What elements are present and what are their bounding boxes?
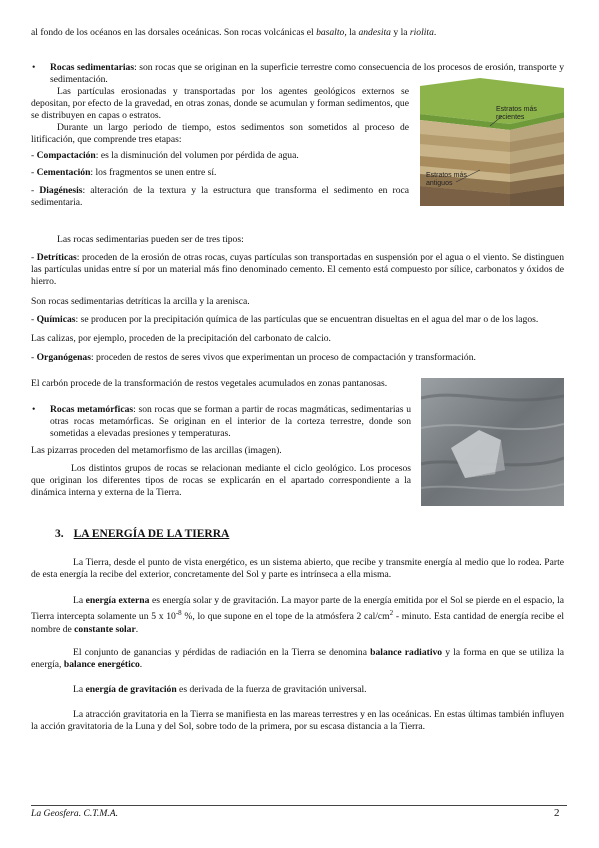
stage-cementacion: - Cementación: los fragmentos se unen entre sí. <box>31 167 217 178</box>
page-number: 2 <box>554 807 560 819</box>
energia-p1: La Tierra, desde el punto de vista energético, es un sistema abierto, que recibe y transmite energía al medio que lo rodea. Parte de esta energía la recibe del exterior, concretamente del Sol y parte es intrínseca a ella misma. <box>31 557 564 580</box>
organogenas-example: El carbón procede de la transformación de restos vegetales acumulados en zonas pantanosas. <box>31 378 388 389</box>
sedimentarias-intro: Rocas sedimentarias: son rocas que se originan en la superficie terrestre como consecuencia de los procesos de erosión, transporte y sedimentación. <box>50 62 565 85</box>
rock-riolita: riolita <box>409 27 434 38</box>
quimicas-example: Las calizas, por ejemplo, proceden de la precipitación del carbonato de calcio. <box>31 333 331 344</box>
bullet-metamorficas: • <box>32 404 36 415</box>
strata-figure <box>420 78 564 206</box>
stage-compactacion: - Compactación: es la disminución del volumen por pérdida de agua. <box>31 150 299 161</box>
metamorficas-example: Las pizarras proceden del metamorfismo de las arcillas (imagen). <box>31 445 282 456</box>
footer-divider <box>31 805 567 806</box>
type-detriticas: - Detríticas: proceden de la erosión de otras rocas, cuyas partículas son transportadas en suspensión por el agua o el viento. Se distinguen las partículas unidas entre sí por un material más fino denominado cemento. El cemento está compuesto por sílice, carbonatos y óxidos de hierro. <box>31 252 564 287</box>
sedimentarias-p2: Durante un largo periodo de tiempo, estos sedimentos son sometidos al proceso de litificación, que comprende tres etapas: <box>31 122 409 145</box>
intro-line: al fondo de los océanos en las dorsales oceánicas. Son rocas volcánicas el basalto, la andesita y la riolita. <box>31 27 437 38</box>
rock-andesita: andesita <box>358 27 391 38</box>
atraccion-gravitatoria: La atracción gravitatoria en la Tierra se manifiesta en las mareas terrestres y en las oceánicas. En estas últimas también influyen la acción gravitatoria de la Luna y del Sol, sobre todo de la primera, por su escasa distancia a la Tierra. <box>31 709 564 732</box>
sedimentarias-p1: Las partículas erosionadas y transportadas por los agentes geológicos externos se depositan, por efecto de la gravedad, en otras zonas, donde se acumulan y forman sedimentos, que se distribuyen en capas o estratos. <box>31 86 409 121</box>
rock-basalto: basalto, <box>316 27 347 38</box>
detriticas-example: Son rocas sedimentarias detríticas la arcilla y la arenisca. <box>31 296 250 307</box>
energia-gravitacion: La energía de gravitación es derivada de la fuerza de gravitación universal. <box>73 684 367 695</box>
footer-title: La Geosfera. C.T.M.A. <box>31 808 118 819</box>
metamorficas-title: Rocas metamórficas <box>50 404 134 415</box>
metamorficas-intro: Rocas metamórficas: son rocas que se forman a partir de rocas magmáticas, sedimentarias u otras rocas metamórficas. Se originan en el interior de la corteza terrestre, donde son sometidas a elevadas presiones y temperaturas. <box>50 404 411 439</box>
ciclo-geologico: Los distintos grupos de rocas se relacionan mediante el ciclo geológico. Los procesos que originan los diferentes tipos de rocas se explicarán en el apartado correspondiente a la dinámica interna y externa de la Tierra. <box>31 463 411 498</box>
balance-radiativo: El conjunto de ganancias y pérdidas de radiación en la Tierra se denomina balance radiativo y la forma en que se utiliza la energía, balance energético. <box>31 647 564 670</box>
sedimentarias-title: Rocas sedimentarias <box>50 62 135 73</box>
slate-photo <box>421 378 564 506</box>
type-quimicas: - Químicas: se producen por la precipitación química de las partículas que se encuentran disueltas en el agua del mar o de los lagos. <box>31 314 539 325</box>
section-heading: 3. LA ENERGÍA DE LA TIERRA <box>55 528 230 540</box>
stage-diagenesis: - Diagénesis: alteración de la textura y la estructura que transforma el sedimento en roca sedimentaria. <box>31 185 410 208</box>
energia-externa: La energía externa es energía solar y de gravitación. La mayor parte de la energía emitida por el Sol se pierde en el espacio, la Tierra intercepta solamente un 5 x $10^{-8}$ %, lo que supone en el tope de la atmósfera 2 cal/$cm^2$ - minuto. Esta cantidad de energía recibe el nombre de constante solar. <box>31 595 564 636</box>
bullet-sedimentarias: • <box>32 62 36 73</box>
label-estratos-recientes: Estratos más recientes <box>496 106 537 121</box>
type-organogenas: - Organógenas: proceden de restos de seres vivos que experimentan un proceso de compactación y transformación. <box>31 352 476 363</box>
label-estratos-antiguos: Estratos más antiguos <box>426 172 467 187</box>
sedimentarias-types-intro: Las rocas sedimentarias pueden ser de tres tipos: <box>57 234 244 245</box>
